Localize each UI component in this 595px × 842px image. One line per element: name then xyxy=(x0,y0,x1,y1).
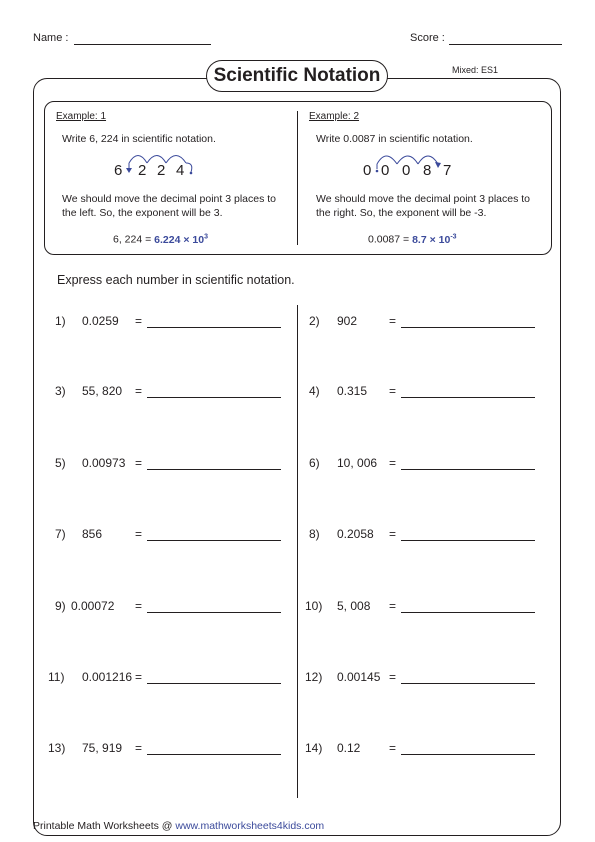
question-value: 0.00145 xyxy=(337,670,381,684)
example-2-digit: 0 xyxy=(381,162,390,179)
answer-field[interactable] xyxy=(401,754,535,755)
answer-field[interactable] xyxy=(401,612,535,613)
example-1-result-lhs: 6, 224 = xyxy=(113,233,152,246)
example-1-result xyxy=(113,233,208,246)
answer-field[interactable] xyxy=(401,469,535,470)
example-2-digit: 7 xyxy=(443,162,452,179)
equals-sign: = xyxy=(389,527,397,541)
example-1-digit: 2 xyxy=(138,162,147,179)
score-label: Score : xyxy=(410,32,445,44)
equals-sign: = xyxy=(135,527,143,541)
example-2-explanation: We should move the decimal point 3 places to xyxy=(316,193,531,205)
example-1-mantissa: 6.224 × 10 xyxy=(154,233,205,246)
question-value: 0.12 xyxy=(337,741,361,755)
question-value: 0.315 xyxy=(337,384,368,398)
example-1-exponent: 3 xyxy=(204,233,208,240)
example-1-heading: Example: 1 xyxy=(56,111,107,122)
equals-sign: = xyxy=(389,384,397,398)
equals-sign: = xyxy=(135,670,143,684)
equals-sign: = xyxy=(135,314,143,328)
footer-link[interactable]: www.mathworksheets4kids.com xyxy=(175,820,325,832)
example-2-digit: 8 xyxy=(423,162,432,179)
equals-sign: = xyxy=(389,670,397,684)
answer-field[interactable] xyxy=(147,683,281,684)
sheet-code: Mixed: ES1 xyxy=(452,65,499,75)
question-value: 856 xyxy=(82,527,103,541)
question-number: 9) xyxy=(55,599,66,613)
example-1-result-answer xyxy=(154,234,208,246)
question-number: 8) xyxy=(309,527,320,541)
equals-sign: = xyxy=(389,599,397,613)
equals-sign: = xyxy=(135,599,143,613)
example-2-prompt: Write 0.0087 in scientific notation. xyxy=(316,133,473,145)
question-value: 10, 006 xyxy=(337,456,378,470)
answer-field[interactable] xyxy=(401,540,535,541)
question-number: 14) xyxy=(305,741,323,755)
question-number: 12) xyxy=(305,670,323,684)
question-value: 0.2058 xyxy=(337,527,374,541)
example-2-digit: 0 xyxy=(402,162,411,179)
question-number: 13) xyxy=(48,741,66,755)
equals-sign: = xyxy=(389,741,397,755)
answer-field[interactable] xyxy=(147,469,281,470)
answer-field[interactable] xyxy=(401,327,535,328)
example-2-exponent: -3 xyxy=(450,233,457,240)
example-1-digit: 6 xyxy=(114,162,123,179)
question-value: 0.00072 xyxy=(71,599,115,613)
example-1-explanation: the left. So, the exponent will be 3. xyxy=(62,207,223,219)
example-1-explanation: We should move the decimal point 3 places to xyxy=(62,193,277,205)
equals-sign: = xyxy=(389,314,397,328)
question-value: 0.0259 xyxy=(82,314,119,328)
example-2-result xyxy=(368,233,457,246)
question-value: 0.00973 xyxy=(82,456,126,470)
name-label: Name : xyxy=(33,32,69,44)
question-number: 6) xyxy=(309,456,320,470)
answer-field[interactable] xyxy=(401,397,535,398)
footer xyxy=(33,820,324,832)
example-1-prompt: Write 6, 224 in scientific notation. xyxy=(62,133,216,145)
score-field[interactable] xyxy=(449,44,562,45)
page-title: Scientific Notation xyxy=(206,60,388,92)
example-1-digit: 2 xyxy=(157,162,166,179)
answer-field[interactable] xyxy=(147,540,281,541)
instructions: Express each number in scientific notation. xyxy=(57,273,295,287)
example-2-heading: Example: 2 xyxy=(309,111,360,122)
example-2-explanation: the right. So, the exponent will be -3. xyxy=(316,207,487,219)
answer-field[interactable] xyxy=(147,397,281,398)
question-number: 3) xyxy=(55,384,66,398)
equals-sign: = xyxy=(135,384,143,398)
question-number: 1) xyxy=(55,314,66,328)
question-number: 4) xyxy=(309,384,320,398)
answer-field[interactable] xyxy=(147,754,281,755)
question-number: 7) xyxy=(55,527,66,541)
example-2-mantissa: 8.7 × 10 xyxy=(412,233,451,246)
question-value: 75, 919 xyxy=(82,741,123,755)
question-number: 10) xyxy=(305,599,323,613)
question-number: 2) xyxy=(309,314,320,328)
example-1-digit: 4 xyxy=(176,162,185,179)
footer-prefix: Printable Math Worksheets @ xyxy=(33,820,176,832)
question-value: 5, 008 xyxy=(337,599,371,613)
question-number: 5) xyxy=(55,456,66,470)
equals-sign: = xyxy=(389,456,397,470)
name-field[interactable] xyxy=(74,44,211,45)
example-2-digit: 0 xyxy=(363,162,372,179)
column-divider xyxy=(297,305,298,798)
equals-sign: = xyxy=(135,741,143,755)
equals-sign: = xyxy=(135,456,143,470)
answer-field[interactable] xyxy=(147,327,281,328)
example-2-result-answer xyxy=(412,234,456,246)
question-value: 55, 820 xyxy=(82,384,123,398)
answer-field[interactable] xyxy=(147,612,281,613)
example-1-arrows-icon xyxy=(118,150,198,180)
answer-field[interactable] xyxy=(401,683,535,684)
example-2-result-lhs: 0.0087 = xyxy=(368,233,410,246)
question-value: 902 xyxy=(337,314,358,328)
example-divider xyxy=(297,111,298,245)
example-2-arrows-icon xyxy=(360,150,450,180)
question-number: 11) xyxy=(48,670,65,684)
question-value: 0.001216 xyxy=(82,670,133,684)
